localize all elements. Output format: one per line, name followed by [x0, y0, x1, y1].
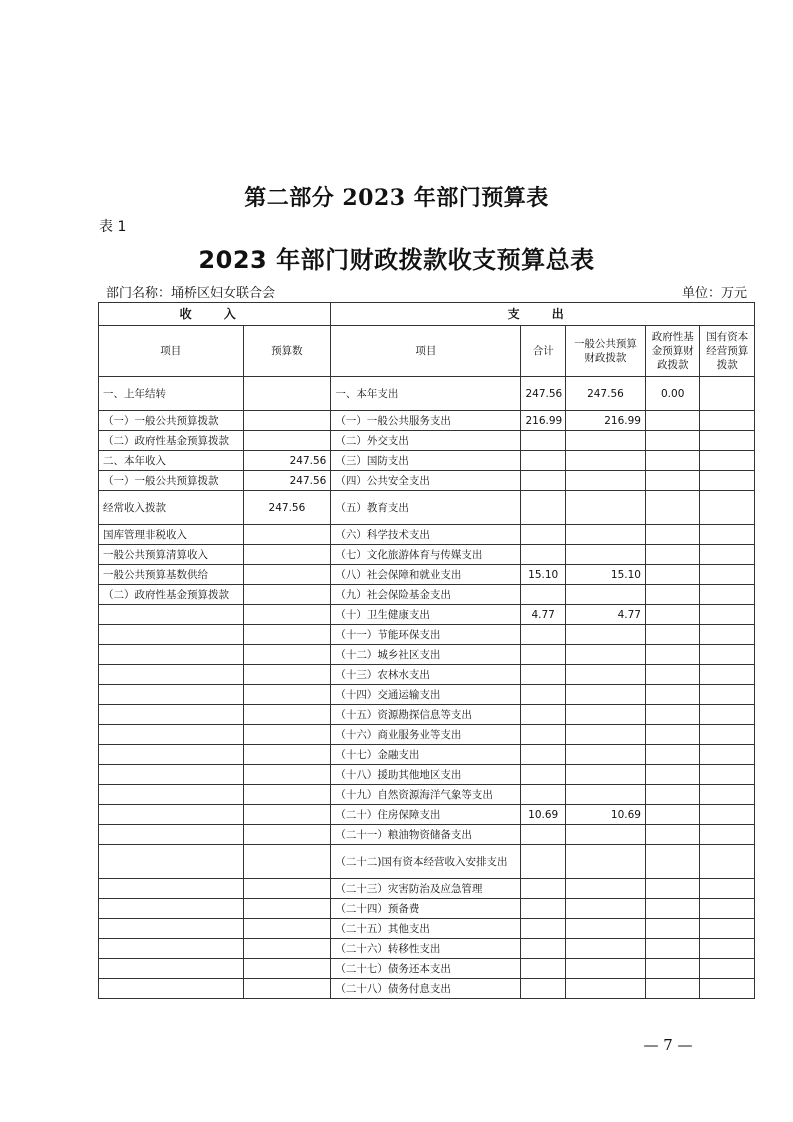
income-item-cell: 二、本年收入	[99, 451, 244, 471]
total-cell	[521, 451, 565, 471]
budget-amount-cell	[243, 605, 331, 625]
gov-fund-cell	[645, 725, 699, 745]
gov-fund-cell	[645, 979, 699, 999]
state-capital-cell	[700, 979, 755, 999]
table-row	[99, 451, 755, 471]
state-capital-cell	[700, 725, 755, 745]
gov-fund-cell	[645, 451, 699, 471]
budget-amount-cell	[243, 565, 331, 585]
total-cell	[521, 745, 565, 765]
income-item-cell: （一）一般公共预算拨款	[99, 411, 244, 431]
table-row	[99, 725, 755, 745]
income-item-cell	[99, 605, 244, 625]
general-public-cell	[565, 939, 645, 959]
expense-item-cell: （二十）住房保障支出	[331, 805, 521, 825]
total-cell	[521, 979, 565, 999]
table-row	[99, 411, 755, 431]
table-row	[99, 939, 755, 959]
budget-amount-cell	[243, 645, 331, 665]
gov-fund-cell	[645, 805, 699, 825]
table-row	[99, 565, 755, 585]
gov-fund-cell	[645, 899, 699, 919]
income-item-cell: 一般公共预算基数供给	[99, 565, 244, 585]
total-cell: 247.56	[521, 377, 565, 411]
col-gov-fund-budget: 政府性基金预算财政拨款	[645, 326, 699, 377]
income-item-cell: （二）政府性基金预算拨款	[99, 585, 244, 605]
income-header: 收 入	[99, 303, 331, 326]
state-capital-cell	[700, 685, 755, 705]
general-public-cell	[565, 625, 645, 645]
col-general-public-budget: 一般公共预算财政拨款	[565, 326, 645, 377]
total-cell	[521, 645, 565, 665]
budget-amount-cell	[243, 431, 331, 451]
budget-amount-cell	[243, 785, 331, 805]
income-item-cell	[99, 625, 244, 645]
table-row	[99, 825, 755, 845]
total-cell	[521, 785, 565, 805]
general-public-cell	[565, 765, 645, 785]
state-capital-cell	[700, 745, 755, 765]
total-cell	[521, 685, 565, 705]
table-row	[99, 377, 755, 411]
general-public-cell: 247.56	[565, 377, 645, 411]
table-row	[99, 471, 755, 491]
income-item-cell	[99, 765, 244, 785]
table-row	[99, 919, 755, 939]
income-item-cell	[99, 745, 244, 765]
gov-fund-cell	[645, 705, 699, 725]
income-item-cell	[99, 879, 244, 899]
expense-item-cell: （二十七）债务还本支出	[331, 959, 521, 979]
expense-item-cell: （一）一般公共服务支出	[331, 411, 521, 431]
gov-fund-cell	[645, 605, 699, 625]
expense-item-cell: （十八）援助其他地区支出	[331, 765, 521, 785]
budget-amount-cell	[243, 879, 331, 899]
table-row	[99, 645, 755, 665]
budget-amount-cell	[243, 919, 331, 939]
expense-item-cell: （十一）节能环保支出	[331, 625, 521, 645]
total-cell	[521, 471, 565, 491]
expense-item-cell: （三）国防支出	[331, 451, 521, 471]
state-capital-cell	[700, 605, 755, 625]
gov-fund-cell	[645, 431, 699, 451]
budget-amount-cell	[243, 411, 331, 431]
budget-amount-cell	[243, 377, 331, 411]
state-capital-cell	[700, 525, 755, 545]
gov-fund-cell	[645, 765, 699, 785]
total-cell	[521, 879, 565, 899]
expense-item-cell: （十三）农林水支出	[331, 665, 521, 685]
total-cell	[521, 625, 565, 645]
state-capital-cell	[700, 959, 755, 979]
budget-amount-cell	[243, 959, 331, 979]
expense-item-cell: （二十五）其他支出	[331, 919, 521, 939]
income-item-cell	[99, 825, 244, 845]
state-capital-cell	[700, 625, 755, 645]
income-item-cell	[99, 845, 244, 879]
general-public-cell	[565, 979, 645, 999]
income-item-cell	[99, 705, 244, 725]
income-item-cell	[99, 685, 244, 705]
income-item-cell	[99, 665, 244, 685]
expense-item-cell: （十七）金融支出	[331, 745, 521, 765]
state-capital-cell	[700, 665, 755, 685]
unit-label: 单位：万元	[681, 286, 747, 301]
table-row	[99, 685, 755, 705]
expense-item-cell: （二十六）转移性支出	[331, 939, 521, 959]
income-item-cell: 国库管理非税收入	[99, 525, 244, 545]
state-capital-cell	[700, 565, 755, 585]
general-public-cell	[565, 899, 645, 919]
total-cell	[521, 919, 565, 939]
general-public-cell: 10.69	[565, 805, 645, 825]
general-public-cell	[565, 785, 645, 805]
general-public-cell: 15.10	[565, 565, 645, 585]
gov-fund-cell	[645, 939, 699, 959]
budget-amount-cell	[243, 725, 331, 745]
state-capital-cell	[700, 411, 755, 431]
state-capital-cell	[700, 471, 755, 491]
total-cell: 10.69	[521, 805, 565, 825]
table-row	[99, 959, 755, 979]
table-body	[99, 303, 755, 999]
general-public-cell	[565, 725, 645, 745]
general-public-cell	[565, 451, 645, 471]
expense-item-cell: （十）卫生健康支出	[331, 605, 521, 625]
expense-item-cell: （十四）交通运输支出	[331, 685, 521, 705]
general-public-cell: 216.99	[565, 411, 645, 431]
total-cell: 15.10	[521, 565, 565, 585]
table-row	[99, 525, 755, 545]
table-row	[99, 605, 755, 625]
general-public-cell	[565, 471, 645, 491]
gov-fund-cell	[645, 665, 699, 685]
budget-amount-cell	[243, 545, 331, 565]
income-item-cell	[99, 725, 244, 745]
general-public-cell	[565, 545, 645, 565]
general-public-cell	[565, 959, 645, 979]
total-cell	[521, 939, 565, 959]
gov-fund-cell	[645, 585, 699, 605]
gov-fund-cell	[645, 879, 699, 899]
expense-item-cell: （六）科学技术支出	[331, 525, 521, 545]
expense-item-cell: （九）社会保险基金支出	[331, 585, 521, 605]
gov-fund-cell	[645, 471, 699, 491]
income-item-cell	[99, 899, 244, 919]
general-public-cell	[565, 585, 645, 605]
gov-fund-cell: 0.00	[645, 377, 699, 411]
budget-amount-cell	[243, 705, 331, 725]
expense-item-cell: （二十三）灾害防治及应急管理	[331, 879, 521, 899]
table-row	[99, 665, 755, 685]
total-cell	[521, 765, 565, 785]
state-capital-cell	[700, 939, 755, 959]
general-public-cell	[565, 919, 645, 939]
budget-amount-cell: 247.56	[243, 491, 331, 525]
col-total: 合计	[521, 326, 565, 377]
general-public-cell	[565, 879, 645, 899]
expense-item-cell: （十六）商业服务业等支出	[331, 725, 521, 745]
gov-fund-cell	[645, 645, 699, 665]
expense-item-cell: （七）文化旅游体育与传媒支出	[331, 545, 521, 565]
page-title: 2023 年部门财政拨款收支预算总表	[198, 246, 595, 274]
income-item-cell	[99, 805, 244, 825]
budget-amount-cell	[243, 845, 331, 879]
expense-item-cell: 一、本年支出	[331, 377, 521, 411]
expense-item-cell: （二十八）债务付息支出	[331, 979, 521, 999]
budget-summary-table	[98, 302, 755, 999]
income-item-cell: （二）政府性基金预算拨款	[99, 431, 244, 451]
state-capital-cell	[700, 899, 755, 919]
col-income-item: 项目	[99, 326, 244, 377]
table-row	[99, 979, 755, 999]
income-item-cell	[99, 785, 244, 805]
gov-fund-cell	[645, 825, 699, 845]
expense-item-cell: （四）公共安全支出	[331, 471, 521, 491]
table-row	[99, 805, 755, 825]
budget-amount-cell	[243, 979, 331, 999]
total-cell	[521, 959, 565, 979]
state-capital-cell	[700, 845, 755, 879]
income-item-cell	[99, 959, 244, 979]
expense-item-cell: （八）社会保障和就业支出	[331, 565, 521, 585]
budget-amount-cell	[243, 765, 331, 785]
expense-item-cell: （十五）资源勘探信息等支出	[331, 705, 521, 725]
table-row	[99, 625, 755, 645]
expense-item-cell: （五）教育支出	[331, 491, 521, 525]
table-row	[99, 765, 755, 785]
expense-header: 支 出	[331, 303, 755, 326]
total-cell	[521, 585, 565, 605]
income-item-cell	[99, 645, 244, 665]
total-cell	[521, 725, 565, 745]
general-public-cell	[565, 491, 645, 525]
gov-fund-cell	[645, 625, 699, 645]
general-public-cell	[565, 745, 645, 765]
total-cell	[521, 431, 565, 451]
expense-item-cell: （十九）自然资源海洋气象等支出	[331, 785, 521, 805]
state-capital-cell	[700, 431, 755, 451]
budget-amount-cell	[243, 825, 331, 845]
general-public-cell	[565, 685, 645, 705]
general-public-cell	[565, 431, 645, 451]
expense-item-cell: （二十一）粮油物资储备支出	[331, 825, 521, 845]
total-cell	[521, 491, 565, 525]
general-public-cell	[565, 525, 645, 545]
income-item-cell	[99, 919, 244, 939]
total-cell	[521, 899, 565, 919]
expense-item-cell: （二十二)国有资本经营收入安排支出	[331, 845, 521, 879]
gov-fund-cell	[645, 919, 699, 939]
table-row	[99, 705, 755, 725]
budget-amount-cell	[243, 625, 331, 645]
state-capital-cell	[700, 377, 755, 411]
income-item-cell: 经常收入拨款	[99, 491, 244, 525]
budget-amount-cell: 247.56	[243, 471, 331, 491]
total-cell: 4.77	[521, 605, 565, 625]
income-item-cell	[99, 939, 244, 959]
state-capital-cell	[700, 451, 755, 471]
gov-fund-cell	[645, 545, 699, 565]
table-row	[99, 899, 755, 919]
state-capital-cell	[700, 645, 755, 665]
budget-amount-cell: 247.56	[243, 451, 331, 471]
total-cell	[521, 545, 565, 565]
table-row	[99, 745, 755, 765]
gov-fund-cell	[645, 491, 699, 525]
state-capital-cell	[700, 879, 755, 899]
gov-fund-cell	[645, 785, 699, 805]
state-capital-cell	[700, 825, 755, 845]
general-public-cell	[565, 845, 645, 879]
page-number: — 7 —	[643, 1036, 693, 1054]
expense-item-cell: （十二）城乡社区支出	[331, 645, 521, 665]
gov-fund-cell	[645, 845, 699, 879]
gov-fund-cell	[645, 745, 699, 765]
gov-fund-cell	[645, 685, 699, 705]
column-header-row	[99, 326, 755, 377]
general-public-cell: 4.77	[565, 605, 645, 625]
general-public-cell	[565, 705, 645, 725]
part-title: 第二部分 2023 年部门预算表	[244, 185, 549, 211]
expense-item-cell: （二十四）预备费	[331, 899, 521, 919]
table-row	[99, 879, 755, 899]
income-item-cell: 一般公共预算清算收入	[99, 545, 244, 565]
income-item-cell: （一）一般公共预算拨款	[99, 471, 244, 491]
general-public-cell	[565, 665, 645, 685]
gov-fund-cell	[645, 525, 699, 545]
state-capital-cell	[700, 919, 755, 939]
budget-amount-cell	[243, 745, 331, 765]
income-item-cell: 一、上年结转	[99, 377, 244, 411]
state-capital-cell	[700, 705, 755, 725]
table-number: 表 1	[99, 219, 127, 235]
table-row	[99, 431, 755, 451]
gov-fund-cell	[645, 411, 699, 431]
gov-fund-cell	[645, 565, 699, 585]
table-row	[99, 845, 755, 879]
budget-amount-cell	[243, 585, 331, 605]
section-header-row	[99, 303, 755, 326]
budget-amount-cell	[243, 525, 331, 545]
table-row	[99, 545, 755, 565]
budget-amount-cell	[243, 899, 331, 919]
total-cell	[521, 525, 565, 545]
budget-amount-cell	[243, 805, 331, 825]
department-name: 部门名称：埇桥区妇女联合会	[106, 286, 276, 301]
state-capital-cell	[700, 805, 755, 825]
total-cell	[521, 705, 565, 725]
state-capital-cell	[700, 545, 755, 565]
total-cell	[521, 845, 565, 879]
table-row	[99, 585, 755, 605]
total-cell	[521, 825, 565, 845]
total-cell	[521, 665, 565, 685]
gov-fund-cell	[645, 959, 699, 979]
col-budget-amount: 预算数	[243, 326, 331, 377]
state-capital-cell	[700, 585, 755, 605]
budget-amount-cell	[243, 685, 331, 705]
table-row	[99, 491, 755, 525]
budget-amount-cell	[243, 665, 331, 685]
budget-amount-cell	[243, 939, 331, 959]
col-state-capital-budget: 国有资本经营预算拨款	[700, 326, 755, 377]
state-capital-cell	[700, 491, 755, 525]
state-capital-cell	[700, 785, 755, 805]
total-cell: 216.99	[521, 411, 565, 431]
col-expense-item: 项目	[331, 326, 521, 377]
general-public-cell	[565, 825, 645, 845]
income-item-cell	[99, 979, 244, 999]
expense-item-cell: （二）外交支出	[331, 431, 521, 451]
general-public-cell	[565, 645, 645, 665]
table-row	[99, 785, 755, 805]
state-capital-cell	[700, 765, 755, 785]
